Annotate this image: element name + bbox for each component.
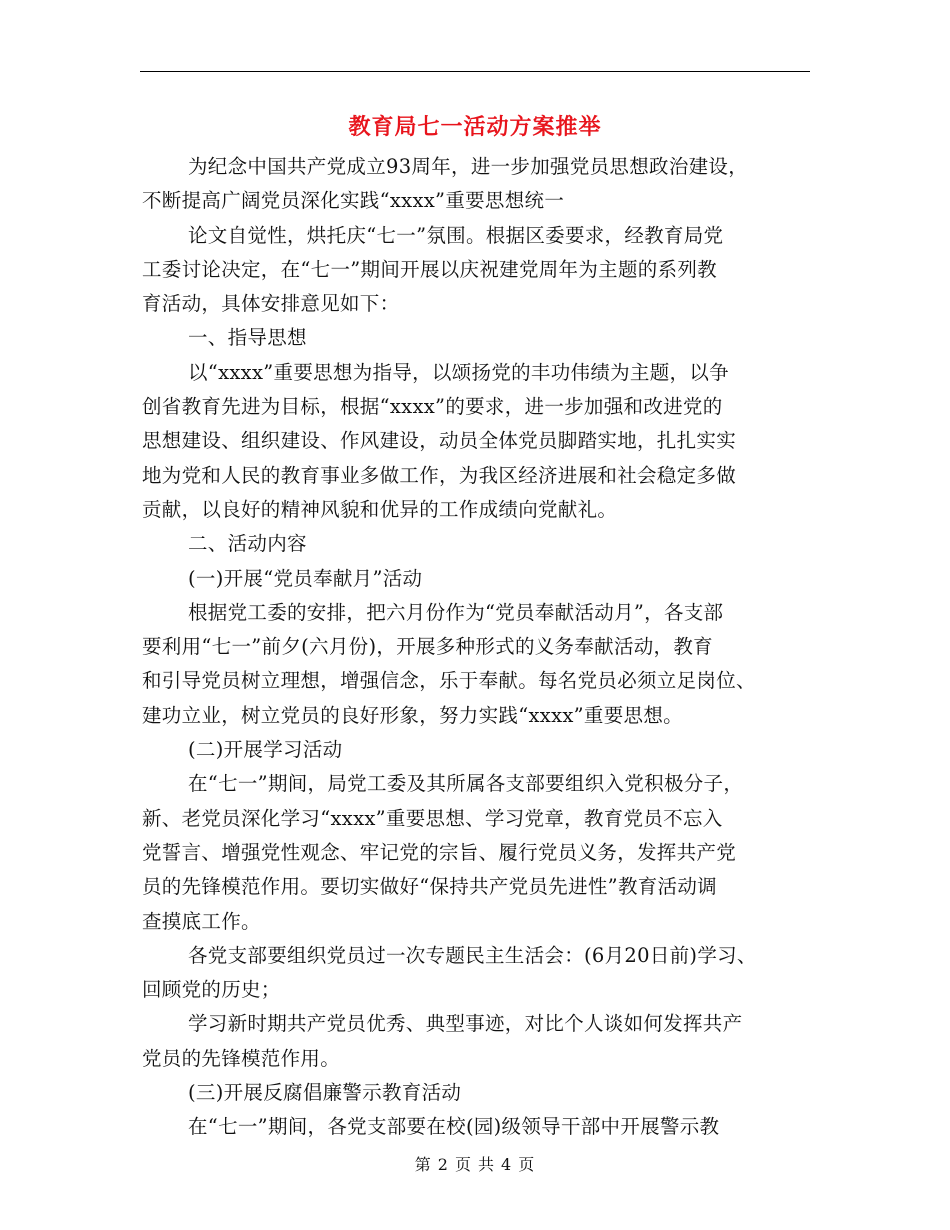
text-line: 要利用“七一”前夕(六月份)，开展多种形式的义务奉献活动，教育 <box>142 635 713 659</box>
text-line: 以“xxxx”重要思想为指导，以颂扬党的丰功伟绩为主题，以争 <box>188 360 729 384</box>
document-title: 教育局七一活动方案推举 <box>348 114 602 140</box>
text-line: 根据党工委的安排，把六月份作为“党员奉献活动月”，各支部 <box>188 600 724 624</box>
text-line: 为纪念中国共产党成立93周年，进一步加强党员思想政治建设， <box>188 155 749 178</box>
text-line: (三)开展反腐倡廉警示教育活动 <box>188 1081 462 1105</box>
text-line: 回顾党的历史； <box>142 978 281 1002</box>
text-line: 贡献，以良好的精神风貌和优异的工作成绩向党献礼。 <box>142 497 618 521</box>
footer-prefix: 第 <box>414 1155 432 1174</box>
text-line: 工委讨论决定，在“七一”期间开展以庆祝建党周年为主题的系列教 <box>142 257 717 281</box>
document-body <box>142 150 810 1145</box>
text-line: 思想建设、组织建设、作风建设，动员全体党员脚踏实地，扎扎实实 <box>142 429 737 453</box>
text-line: 创省教育先进为目标，根据“xxxx”的要求，进一步加强和改进党的 <box>142 395 723 419</box>
text-line: 育活动，具体安排意见如下： <box>142 292 400 316</box>
page-footer <box>0 1152 950 1175</box>
text-line: 查摸底工作。 <box>142 909 261 933</box>
text-line: 和引导党员树立理想，增强信念，乐于奉献。每名党员必须立足岗位、 <box>142 669 756 693</box>
text-line: (一)开展“党员奉献月”活动 <box>188 566 423 590</box>
text-line: 一、指导思想 <box>188 326 307 350</box>
footer-page-number: 2 <box>437 1155 449 1174</box>
text-line: 各党支部要组织党员过一次专题民主生活会：(6月20日前)学习、 <box>188 943 757 967</box>
text-line: 学习新时期共产党员优秀、典型事迹，对比个人谈如何发挥共产 <box>188 1012 743 1036</box>
text-line: 在“七一”期间，局党工委及其所属各支部要组织入党积极分子， <box>188 772 744 796</box>
text-line: 党员的先锋模范作用。 <box>142 1046 341 1070</box>
text-line: 党誓言、增强党性观念、牢记党的宗旨、履行党员义务，发挥共产党 <box>142 840 737 864</box>
text-line: 不断提高广阔党员深化实践“xxxx”重要思想统一 <box>142 189 565 213</box>
text-line: 地为党和人民的教育事业多做工作，为我区经济进展和社会稳定多做 <box>142 463 737 487</box>
text-line: 新、老党员深化学习“xxxx”重要思想、学习党章，教育党员不忘入 <box>142 806 723 830</box>
footer-middle: 页 共 <box>454 1155 496 1174</box>
text-line: 在“七一”期间，各党支部要在校(园)级领导干部中开展警示教 <box>188 1115 720 1139</box>
text-line: 论文自觉性，烘托庆“七一”氛围。根据区委要求，经教育局党 <box>188 223 724 247</box>
text-line: 建功立业，树立党员的良好形象，努力实践“xxxx”重要思想。 <box>142 703 683 727</box>
text-line: 二、活动内容 <box>188 532 307 556</box>
text-line: (二)开展学习活动 <box>188 738 343 762</box>
text-line: 员的先锋模范作用。要切实做好“保持共产党员先进性”教育活动调 <box>142 875 717 899</box>
header-rule <box>140 71 810 72</box>
footer-total-pages: 4 <box>501 1155 513 1174</box>
footer-suffix: 页 <box>518 1155 536 1174</box>
